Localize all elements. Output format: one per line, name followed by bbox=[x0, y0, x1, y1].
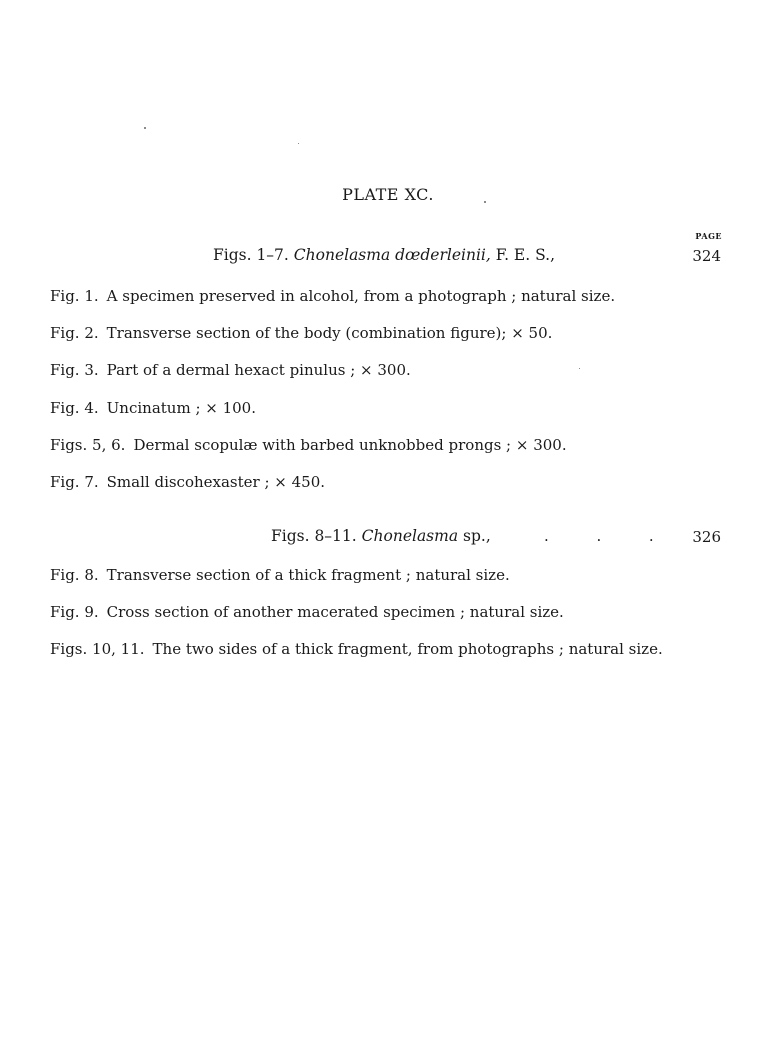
scan-speck bbox=[579, 368, 580, 369]
figure-description: Small discohexaster ; × 450. bbox=[106, 473, 326, 491]
group-prefix: Figs. 8–11. bbox=[271, 527, 357, 545]
plate-title: PLATE XC. bbox=[342, 185, 434, 204]
figure-label: Fig. 8. bbox=[50, 566, 99, 584]
species-name: Chonelasma dœderleinii, bbox=[293, 246, 491, 264]
group-page-number: 326 bbox=[692, 528, 721, 546]
scan-speck bbox=[144, 127, 146, 129]
figure-description: Dermal scopulæ with barbed unknobbed prongs ; × 300. bbox=[133, 436, 567, 454]
figure-description: Transverse section of a thick fragment ; natural size. bbox=[106, 566, 510, 584]
figure-label: Fig. 3. bbox=[50, 361, 99, 379]
figure-line bbox=[50, 473, 325, 491]
figure-line bbox=[50, 436, 567, 454]
figure-description: A specimen preserved in alcohol, from a photograph ; natural size. bbox=[106, 287, 616, 305]
page-column-label: PAGE bbox=[695, 231, 722, 241]
figure-description: Part of a dermal hexact pinulus ; × 300. bbox=[106, 361, 411, 379]
figure-line bbox=[50, 324, 552, 342]
group-page-number: 324 bbox=[692, 247, 721, 265]
species-name: Chonelasma bbox=[361, 527, 459, 545]
figure-label: Figs. 10, 11. bbox=[50, 640, 145, 658]
leader-dots: . . . bbox=[544, 527, 654, 545]
group-suffix: F. E. S., bbox=[495, 246, 556, 264]
figure-line bbox=[50, 287, 615, 305]
figure-description: Uncinatum ; × 100. bbox=[106, 399, 256, 417]
figure-label: Fig. 1. bbox=[50, 287, 99, 305]
group-heading bbox=[271, 527, 491, 545]
figure-description: The two sides of a thick fragment, from photographs ; natural size. bbox=[152, 640, 663, 658]
figure-label: Figs. 5, 6. bbox=[50, 436, 126, 454]
group-suffix: sp., bbox=[463, 527, 491, 545]
figure-line bbox=[50, 603, 564, 621]
figure-label: Fig. 4. bbox=[50, 399, 99, 417]
figure-line bbox=[50, 361, 411, 379]
figure-line bbox=[50, 566, 510, 584]
figure-line bbox=[50, 399, 256, 417]
scan-speck bbox=[298, 143, 299, 144]
figure-description: Transverse section of the body (combination figure); × 50. bbox=[106, 324, 553, 342]
figure-label: Fig. 2. bbox=[50, 324, 99, 342]
figure-description: Cross section of another macerated specimen ; natural size. bbox=[106, 603, 564, 621]
figure-label: Fig. 7. bbox=[50, 473, 99, 491]
group-prefix: Figs. 1–7. bbox=[213, 246, 289, 264]
figure-line bbox=[50, 640, 663, 658]
group-heading bbox=[213, 246, 555, 264]
figure-label: Fig. 9. bbox=[50, 603, 99, 621]
